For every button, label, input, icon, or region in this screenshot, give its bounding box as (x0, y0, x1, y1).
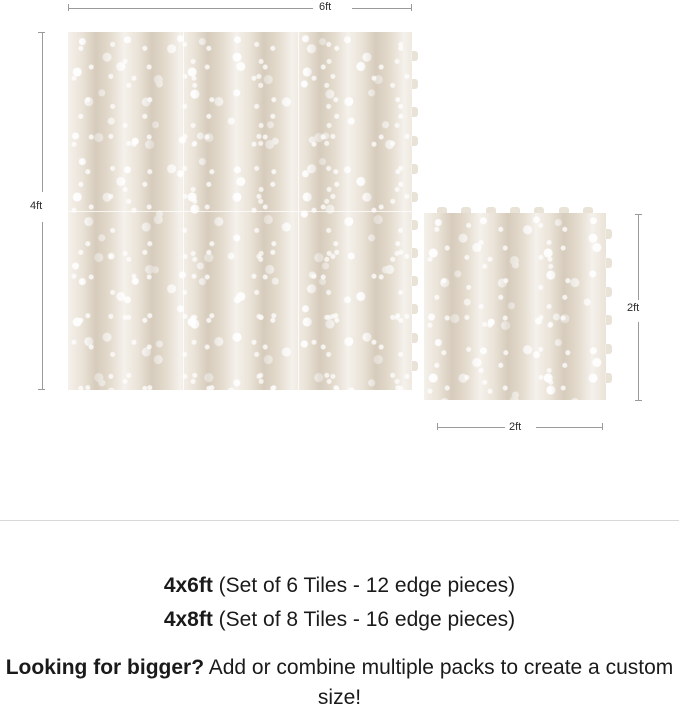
single-tile-texture (424, 213, 606, 400)
large-mat-width-tick-right (411, 4, 412, 11)
puzzle-nub-icon (412, 304, 418, 314)
custom-size-answer: Add or combine multiple packs to create a custom size! (204, 656, 674, 709)
large-mat-height-tick-bottom (38, 389, 45, 390)
puzzle-nub-icon (412, 248, 418, 258)
single-tile-width-label: 2ft (509, 421, 522, 433)
single-tile-height-label: 2ft (627, 302, 640, 314)
large-mat-height-line-bottom (42, 222, 43, 389)
puzzle-nub-icon (606, 315, 612, 325)
large-mat (68, 32, 412, 390)
custom-size-note (0, 653, 679, 713)
single-tile-width-tick-left (437, 423, 438, 430)
large-mat-width-line-left (68, 8, 313, 9)
size-option-1 (0, 569, 679, 603)
large-mat-seam-horizontal-1 (68, 211, 412, 212)
puzzle-nub-icon (412, 79, 418, 89)
puzzle-nub-icon (412, 107, 418, 117)
single-tile-height-line-top (638, 214, 639, 300)
large-mat-height-tick-top (38, 32, 45, 33)
single-tile-width-line-right (536, 427, 603, 428)
puzzle-nub-icon (412, 361, 418, 371)
single-tile-width-tick-right (602, 423, 603, 430)
size-option-2-size: 4x8ft (163, 608, 213, 631)
puzzle-nub-icon (412, 164, 418, 174)
puzzle-nub-icon (412, 220, 418, 230)
single-tile-width-line-left (437, 427, 505, 428)
puzzle-nub-icon (606, 344, 612, 354)
large-mat-height-label: 4ft (30, 200, 43, 212)
size-options-info (0, 521, 679, 710)
single-tile-height-tick-top (635, 214, 642, 215)
puzzle-nub-icon (606, 287, 612, 297)
large-mat-right-nubs (412, 42, 418, 380)
puzzle-nub-icon (606, 258, 612, 268)
puzzle-nub-icon (412, 333, 418, 343)
puzzle-nub-icon (412, 136, 418, 146)
custom-size-question: Looking for bigger? (5, 656, 205, 679)
large-mat-width-tick-left (68, 4, 69, 11)
large-mat-width-line-right (352, 8, 412, 9)
puzzle-nub-icon (606, 229, 612, 239)
size-option-2-detail: (Set of 8 Tiles - 16 edge pieces) (212, 608, 516, 631)
puzzle-nub-icon (412, 276, 418, 286)
size-option-2 (0, 603, 679, 637)
single-tile-right-nubs (606, 220, 612, 392)
puzzle-nub-icon (412, 51, 418, 61)
single-tile-height-line-bottom (638, 322, 639, 401)
single-tile (424, 213, 606, 400)
single-tile-height-tick-bottom (635, 400, 642, 401)
puzzle-nub-icon (412, 192, 418, 202)
size-option-1-detail: (Set of 6 Tiles - 12 edge pieces) (212, 574, 516, 597)
puzzle-nub-icon (606, 373, 612, 383)
large-mat-width-label: 6ft (319, 1, 332, 13)
size-option-1-size: 4x6ft (163, 574, 213, 597)
large-mat-height-line-top (42, 32, 43, 192)
